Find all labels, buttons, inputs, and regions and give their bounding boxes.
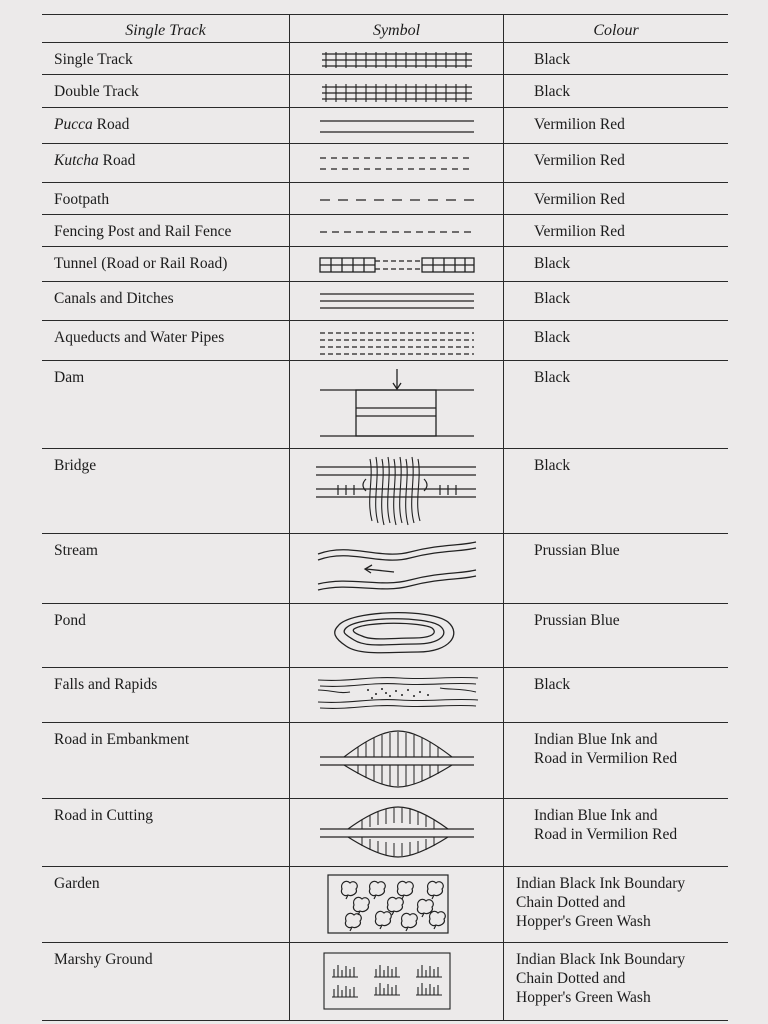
table-row bbox=[42, 321, 728, 361]
row-name: Road in Cutting bbox=[42, 799, 290, 867]
table-header-row bbox=[42, 15, 728, 43]
table-row bbox=[42, 43, 728, 75]
row-colour: Black bbox=[504, 361, 729, 449]
colour-line: Road in Vermilion Red bbox=[534, 825, 678, 843]
colour-line: Road in Vermilion Red bbox=[534, 749, 678, 767]
row-name: Single Track bbox=[42, 43, 290, 75]
table-row bbox=[42, 943, 728, 1021]
symbol-bridge bbox=[290, 449, 504, 534]
row-name: Pond bbox=[42, 604, 290, 668]
table-row bbox=[42, 361, 728, 449]
symbol-aqueducts bbox=[290, 321, 504, 361]
colour-line: Hopper's Green Wash bbox=[516, 912, 651, 930]
row-name: Dam bbox=[42, 361, 290, 449]
symbol-garden bbox=[290, 867, 504, 943]
symbol-canals bbox=[290, 282, 504, 321]
row-name: Tunnel (Road or Rail Road) bbox=[42, 247, 290, 282]
header-name: Single Track bbox=[42, 15, 290, 43]
row-colour: Black bbox=[504, 247, 729, 282]
table-row bbox=[42, 604, 728, 668]
row-name-rest: Road bbox=[92, 116, 130, 133]
symbol-kutcha-road bbox=[290, 144, 504, 183]
table-row bbox=[42, 799, 728, 867]
table-row bbox=[42, 449, 728, 534]
row-name: Garden bbox=[42, 867, 290, 943]
symbol-single-track bbox=[290, 43, 504, 75]
row-name: Marshy Ground bbox=[42, 943, 290, 1021]
table-row bbox=[42, 144, 728, 183]
table-row bbox=[42, 247, 728, 282]
row-name-rest: Road bbox=[98, 152, 136, 169]
symbol-tunnel bbox=[290, 247, 504, 282]
symbol-double-track bbox=[290, 75, 504, 108]
row-name: Footpath bbox=[42, 183, 290, 215]
row-colour bbox=[504, 943, 729, 1021]
header-symbol: Symbol bbox=[290, 15, 504, 43]
symbol-marshy-ground bbox=[290, 943, 504, 1021]
table-row bbox=[42, 668, 728, 723]
row-colour: Black bbox=[504, 321, 729, 361]
symbol-road-cutting bbox=[290, 799, 504, 867]
symbol-dam bbox=[290, 361, 504, 449]
row-colour: Black bbox=[504, 449, 729, 534]
symbol-road-embankment bbox=[290, 723, 504, 799]
table-row bbox=[42, 75, 728, 108]
row-colour: Vermilion Red bbox=[504, 215, 729, 247]
table-row bbox=[42, 867, 728, 943]
table-row bbox=[42, 282, 728, 321]
row-colour: Vermilion Red bbox=[504, 183, 729, 215]
colour-line: Chain Dotted and bbox=[516, 969, 626, 987]
row-name bbox=[42, 144, 290, 183]
row-name: Bridge bbox=[42, 449, 290, 534]
colour-line: Indian Blue Ink and bbox=[534, 807, 658, 824]
symbol-footpath bbox=[290, 183, 504, 215]
symbol-fencing-post bbox=[290, 215, 504, 247]
row-colour: Black bbox=[504, 75, 729, 108]
symbol-pond bbox=[290, 604, 504, 668]
row-name: Falls and Rapids bbox=[42, 668, 290, 723]
row-colour bbox=[504, 799, 729, 867]
row-name: Road in Embankment bbox=[42, 723, 290, 799]
row-colour bbox=[504, 723, 729, 799]
row-colour: Black bbox=[504, 282, 729, 321]
row-name bbox=[42, 108, 290, 144]
table-row bbox=[42, 215, 728, 247]
row-colour: Prussian Blue bbox=[504, 604, 729, 668]
row-colour bbox=[504, 867, 729, 943]
table-row bbox=[42, 534, 728, 604]
table-row bbox=[42, 108, 728, 144]
colour-line: Hopper's Green Wash bbox=[516, 988, 651, 1006]
row-name: Fencing Post and Rail Fence bbox=[42, 215, 290, 247]
colour-line: Indian Blue Ink and bbox=[534, 731, 658, 748]
row-colour: Vermilion Red bbox=[504, 144, 729, 183]
table-row bbox=[42, 723, 728, 799]
row-colour: Black bbox=[504, 43, 729, 75]
row-name-italic: Kutcha bbox=[54, 152, 99, 169]
colour-line: Chain Dotted and bbox=[516, 893, 626, 911]
symbol-stream bbox=[290, 534, 504, 604]
row-name: Stream bbox=[42, 534, 290, 604]
colour-line: Indian Black Ink Boundary bbox=[516, 951, 686, 968]
symbol-falls bbox=[290, 668, 504, 723]
colour-line: Indian Black Ink Boundary bbox=[516, 875, 686, 892]
header-colour: Colour bbox=[504, 15, 729, 43]
table-row bbox=[42, 183, 728, 215]
row-colour: Vermilion Red bbox=[504, 108, 729, 144]
row-name: Double Track bbox=[42, 75, 290, 108]
row-name: Canals and Ditches bbox=[42, 282, 290, 321]
row-name: Aqueducts and Water Pipes bbox=[42, 321, 290, 361]
row-name-italic: Pucca bbox=[54, 116, 93, 133]
symbol-pucca-road bbox=[290, 108, 504, 144]
row-colour: Prussian Blue bbox=[504, 534, 729, 604]
map-symbols-table bbox=[42, 14, 728, 1021]
row-colour: Black bbox=[504, 668, 729, 723]
